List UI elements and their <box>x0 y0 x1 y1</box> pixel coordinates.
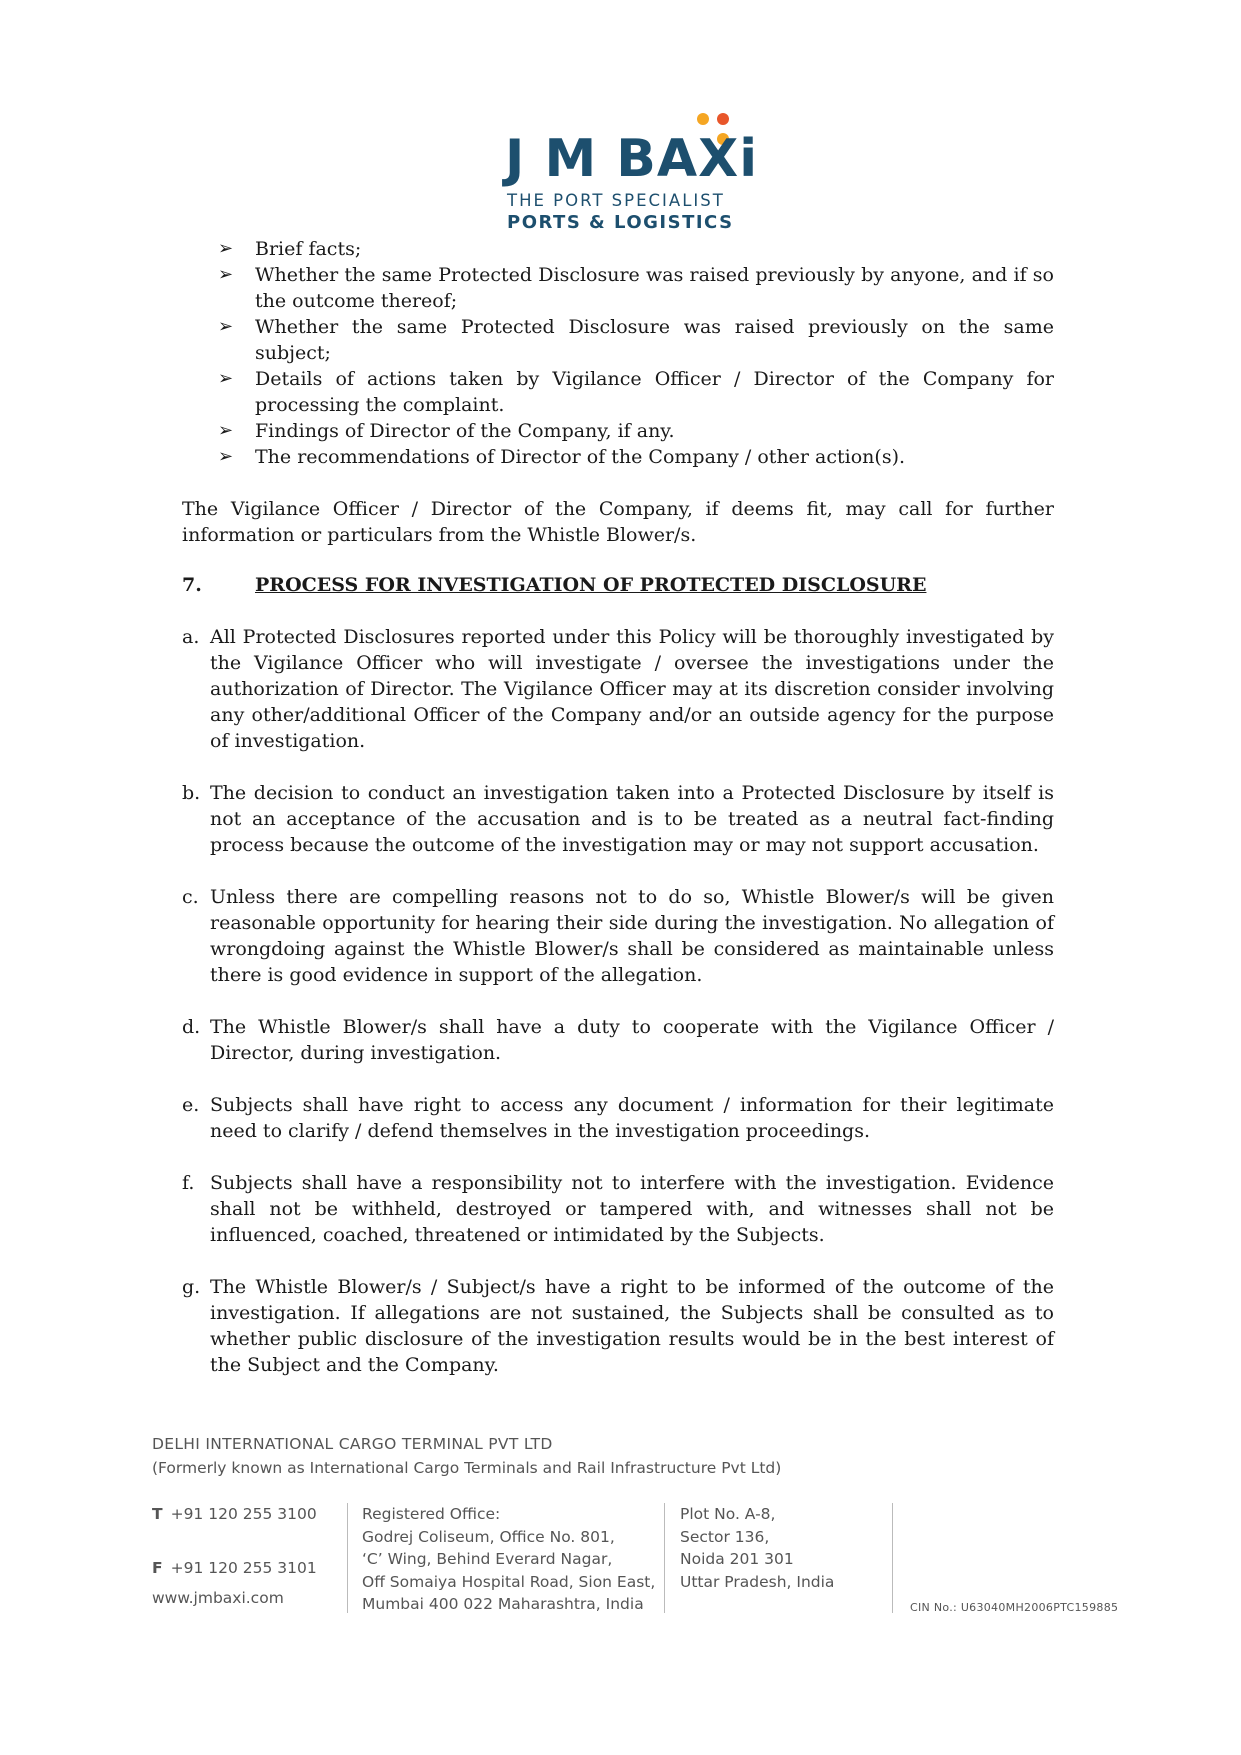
logo-dot <box>697 113 709 125</box>
plot-line: Noida 201 301 <box>680 1550 794 1568</box>
list-item <box>182 884 1054 988</box>
reg-office-line: Off Somaiya Hospital Road, Sion East, <box>362 1572 656 1591</box>
phone-label: T <box>152 1505 163 1523</box>
list-item <box>182 1092 1054 1144</box>
bullet-item: ➢ The recommendations of Director of the Company / other action(s). <box>218 446 906 468</box>
website-link[interactable]: www.jmbaxi.com <box>152 1589 284 1607</box>
lettered-list <box>182 624 1054 1378</box>
logo-dot <box>717 113 729 125</box>
intro-paragraph: The Vigilance Officer / Director of the Company, if deems fit, may call for further information or particulars from the Whistle Blower/s. <box>182 498 1054 546</box>
list-item <box>182 1170 1054 1248</box>
bullet-item: ➢ Whether the same Protected Disclosure was raised previously on the same subject; <box>218 316 1054 364</box>
list-item <box>182 1014 1054 1066</box>
phone-number: +91 120 255 3100 <box>170 1505 317 1523</box>
document-body <box>182 236 1054 1378</box>
plot-line: Plot No. A-8, <box>680 1505 776 1523</box>
bullet-item: ➢ Details of actions taken by Vigilance Officer / Director of the Company for processing the complaint. <box>218 368 1054 416</box>
item-text: The decision to conduct an investigation taken into a Protected Disclosure by itself is not an acceptance of the accusation and is to be treated as a neutral fact-finding process because the outcome of the investigation may or may not support accusation. <box>210 782 1054 856</box>
item-letter: a. <box>182 626 200 648</box>
plot-line: Sector 136, <box>680 1527 770 1546</box>
item-letter: b. <box>182 782 201 804</box>
plot-line: Uttar Pradesh, India <box>680 1572 835 1591</box>
fax-label: F <box>152 1558 163 1577</box>
item-text: All Protected Disclosures reported under this Policy will be thoroughly investigated by the Vigilance Officer who will investigate / oversee the investigations under the authorization of Director. The Vigilance Officer may at its discretion consider involving any other/additional Officer of the Company and/or an outside agency for the purpose of investigation. <box>210 626 1054 752</box>
footer-divider <box>347 1503 348 1613</box>
arrow-bullet-icon: ➢ <box>218 420 234 441</box>
arrow-bullet-icon: ➢ <box>218 368 234 389</box>
item-text: The Whistle Blower/s shall have a duty to cooperate with the Vigilance Officer / Director, during investigation. <box>210 1016 1054 1064</box>
item-text: The Whistle Blower/s / Subject/s have a right to be informed of the outcome of the investigation. If allegations are not sustained, the Subjects shall be consulted as to whether public disclosure of the investigation results would be in the best interest of the Subject and the Company. <box>210 1276 1054 1376</box>
item-letter: e. <box>182 1094 200 1116</box>
company-logo <box>505 108 759 233</box>
arrow-bullet-icon: ➢ <box>218 316 234 337</box>
item-text: Unless there are compelling reasons not to do so, Whistle Blower/s will be given reasonable opportunity for hearing their side during the investigation. No allegation of wrongdoing against the Whistle Blower/s shall be considered as maintainable unless there is good evidence in support of the allegation. <box>210 886 1054 986</box>
arrow-bullet-icon: ➢ <box>218 238 234 259</box>
reg-office-line: Mumbai 400 022 Maharashtra, India <box>362 1595 644 1613</box>
reg-office-line: ‘C’ Wing, Behind Everard Nagar, <box>362 1550 613 1568</box>
bullet-item: ➢ Findings of Director of the Company, if any. <box>218 420 675 442</box>
section-title: PROCESS FOR INVESTIGATION OF PROTECTED DISCLOSURE <box>255 574 927 596</box>
cin-number: CIN No.: U63040MH2006PTC159885 <box>910 1601 1119 1614</box>
reg-office-line: Godrej Coliseum, Office No. 801, <box>362 1527 615 1546</box>
arrow-bullet-icon: ➢ <box>218 264 234 285</box>
logo-brand: J M BAXi <box>505 129 759 189</box>
reg-office-label: Registered Office: <box>362 1505 501 1523</box>
footer-divider <box>892 1503 893 1613</box>
footer-plot-address <box>680 1503 834 1593</box>
footer-company-name: DELHI INTERNATIONAL CARGO TERMINAL PVT LTD <box>152 1435 553 1453</box>
footer-divider <box>664 1503 665 1613</box>
page-footer <box>152 1435 1152 1614</box>
footer-columns <box>152 1503 1152 1633</box>
arrow-bullet-icon: ➢ <box>218 446 234 467</box>
item-letter: d. <box>182 1016 201 1038</box>
footer-registered-office <box>362 1503 655 1616</box>
section-number: 7. <box>182 574 202 596</box>
bullet-item: ➢ Brief facts; <box>218 238 362 260</box>
item-letter: f. <box>182 1172 195 1194</box>
footer-former-name: (Formerly known as International Cargo Terminals and Rail Infrastructure Pvt Ltd) <box>152 1459 782 1477</box>
item-letter: g. <box>182 1276 201 1298</box>
logo-tagline: THE PORT SPECIALIST <box>507 191 725 210</box>
section-heading <box>182 572 1054 598</box>
list-item <box>182 1274 1054 1378</box>
item-text: Subjects shall have a responsibility not to interfere with the investigation. Evidence shall not be withheld, destroyed or tampered with, and witnesses shall not be influenced, coached, threatened or intimidated by the Subjects. <box>210 1172 1054 1246</box>
list-item <box>182 780 1054 858</box>
fax-number: +91 120 255 3101 <box>170 1558 317 1577</box>
logo-subtagline: PORTS & LOGISTICS <box>507 212 734 233</box>
item-text: Subjects shall have right to access any document / information for their legitimate need to clarify / defend themselves in the investigation proceedings. <box>210 1094 1054 1142</box>
list-item <box>182 624 1054 754</box>
item-letter: c. <box>182 886 199 908</box>
bullet-item: ➢ Whether the same Protected Disclosure was raised previously by anyone, and if so the outcome thereof; <box>218 264 1054 312</box>
bullet-list <box>182 236 1054 470</box>
footer-contact <box>152 1503 317 1610</box>
